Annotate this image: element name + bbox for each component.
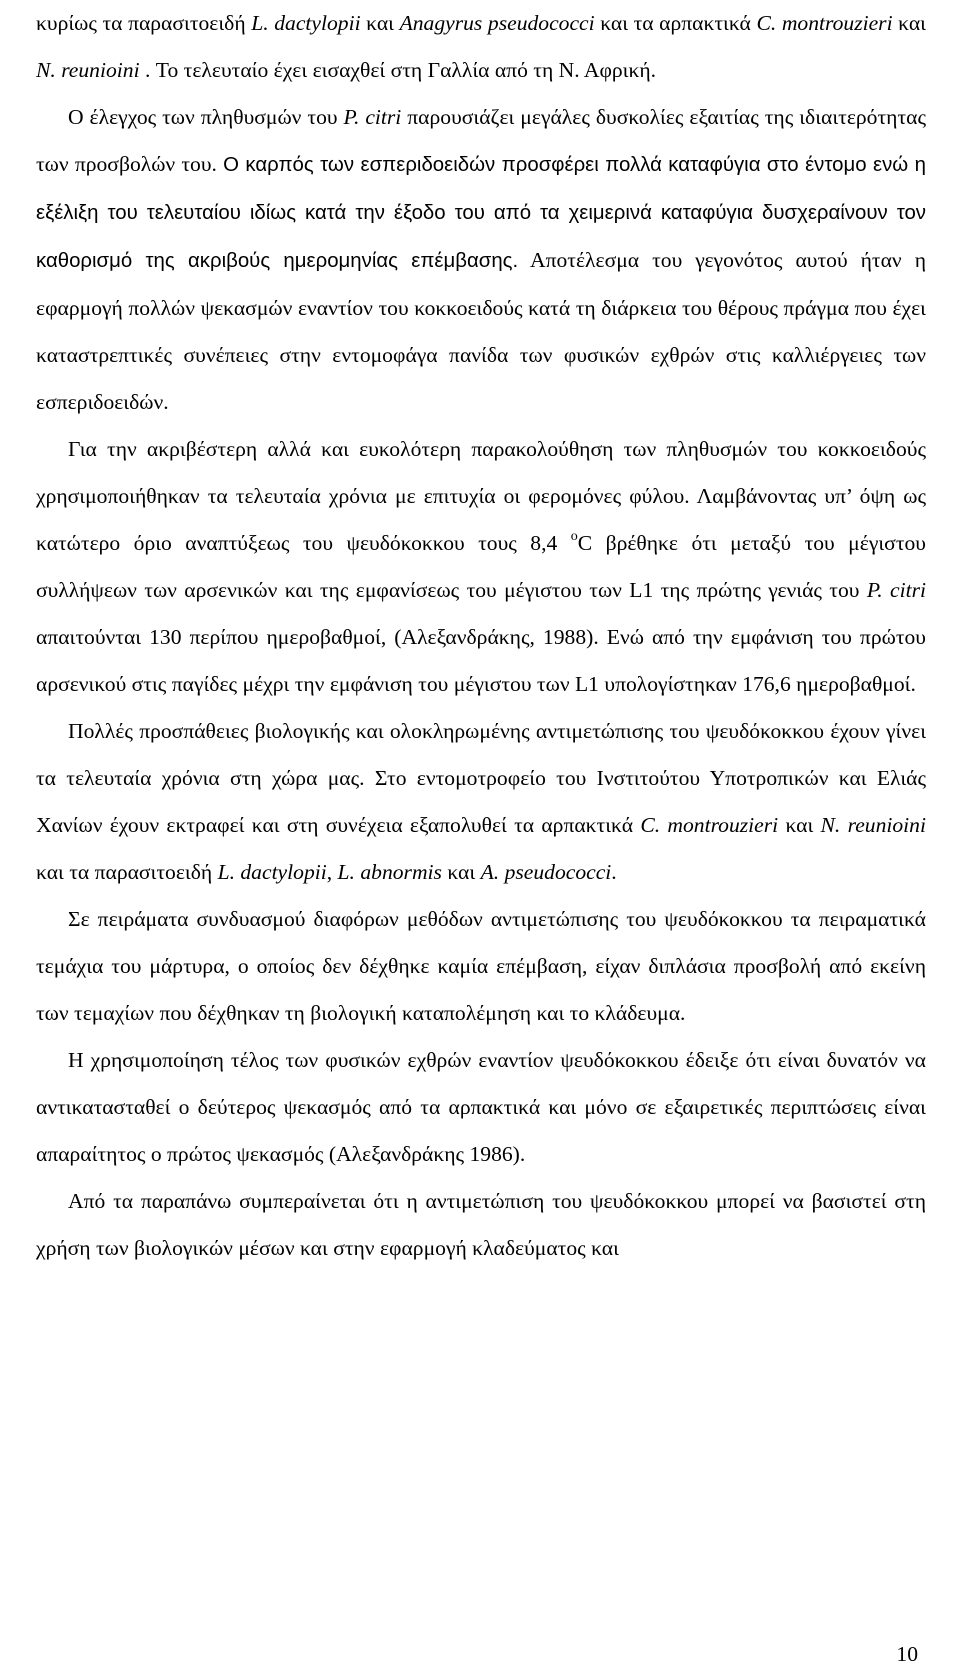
species-name: L. dactylopii — [217, 860, 327, 884]
text-run: και τα αρπακτικά — [594, 11, 757, 35]
text-run: Πολλές προσπάθειες βιολογικής και ολοκληρωμένης αντιμετώπισης του ψευδόκοκκου έχουν γίνει τα τελευταία χρόνια στη χώρα μας. Στο εντομοτροφείο του Ινστιτούτου Υποτροπικών και Ελιάς Χανίων έχουν εκτραφεί και στη συνέχεια εξαπολυθεί τα αρπακτικά — [36, 719, 926, 837]
paragraph-1 — [36, 94, 926, 426]
species-name: C. montrouzieri — [756, 11, 893, 35]
species-name: P. citri — [343, 105, 402, 129]
text-run: και — [892, 11, 926, 35]
species-name: C. montrouzieri — [640, 813, 779, 837]
paragraph-6 — [36, 1178, 926, 1272]
paragraph-0 — [36, 0, 926, 94]
text-run: Σε πειράματα συνδυασμού διαφόρων μεθόδων αντιμετώπισης του ψευδόκοκκου τα πειραματικά τεμάχια του μάρτυρα, ο οποίος δεν δέχθηκε καμία επέμβαση, είχαν διπλάσια προσβολή από εκείνη των τεμαχίων που δέχθηκαν τη βιολογική καταπολέμηση και το κλάδευμα. — [36, 907, 926, 1025]
text-run: και τα παρασιτοειδή — [36, 860, 218, 884]
body-text — [36, 0, 926, 1272]
species-name: L. dactylopii — [251, 11, 361, 35]
text-run: C βρέθηκε ότι μεταξύ του μέγιστου συλλήψεων των αρσενικών και της εμφανίσεως του μέγιστου των L1 της πρώτης γενιάς του — [36, 531, 926, 602]
species-name: Anagyrus pseudococci — [399, 11, 595, 35]
text-run: κυρίως τα παρασιτοειδή — [36, 11, 252, 35]
paragraph-2 — [36, 426, 926, 708]
species-name: P. citri — [866, 578, 926, 602]
degree-superscript: ο — [570, 529, 578, 544]
text-run: Ο έλεγχος των πληθυσμών του — [68, 105, 344, 129]
text-run-sans: Ο καρπός των εσπεριδοειδών προσφέρει πολλά καταφύγια στο έντομο ενώ η εξέλιξη του τελευταίου ιδίως κατά την έξοδο του από τα χειμερινά καταφύγια δυσχεραίνουν τον καθορισμό της ακριβούς ημερομηνίας επέμβασης. — [36, 154, 926, 272]
paragraph-5 — [36, 1037, 926, 1178]
paragraph-4 — [36, 896, 926, 1037]
species-name: N. reunioini — [36, 58, 140, 82]
page-number: 10 — [896, 1642, 918, 1666]
text-run: Από τα παραπάνω συμπεραίνεται ότι η αντιμετώπιση του ψευδόκοκκου μπορεί να βασιστεί στη χρήση των βιολογικών μέσων και στην εφαρμογή κλαδεύματος και — [36, 1189, 926, 1260]
species-name: N. reunioini — [820, 813, 926, 837]
text-run: απαιτούνται 130 περίπου ημεροβαθμοί, (Αλεξανδράκης, 1988). Ενώ από την εμφάνιση του πρώτου αρσενικού στις παγίδες μέχρι την εμφάνιση του μέγιστου των L1 υπολογίστηκαν 176,6 ημεροβαθμοί. — [36, 625, 926, 696]
text-run: , — [326, 860, 338, 884]
species-name: L. abnormis — [337, 860, 442, 884]
species-name: A. pseudococci — [480, 860, 612, 884]
text-run: . — [611, 860, 617, 884]
text-run: παρουσιάζει μεγάλες δυσκολίες εξαιτίας της ιδιαιτερότητας των προσβολών του. — [36, 105, 926, 176]
document-page — [36, 0, 926, 1272]
text-run: και — [360, 11, 400, 35]
text-run: Για την ακριβέστερη αλλά και ευκολότερη παρακολούθηση των πληθυσμών του κοκκοειδούς χρησιμοποιήθηκαν τα τελευταία χρόνια με επιτυχία οι φερομόνες φύλου. Λαμβάνοντας υπ’ όψη ως κατώτερο όριο αναπτύξεως του ψευδόκοκκου τους 8,4 — [36, 437, 926, 555]
text-run: Αποτέλεσμα του γεγονότος αυτού ήταν η εφαρμογή πολλών ψεκασμών εναντίον του κοκκοειδούς κατά τη διάρκεια του θέρους πράγμα που έχει καταστρεπτικές συνέπειες στην εντομοφάγα πανίδα των φυσικών εχθρών στις καλλιέργειες των εσπεριδοειδών. — [36, 248, 926, 414]
paragraph-3 — [36, 708, 926, 896]
text-run: και — [778, 813, 821, 837]
text-run: . Το τελευταίο έχει εισαχθεί στη Γαλλία από τη Ν. Αφρική. — [139, 58, 657, 82]
text-run: και — [441, 860, 481, 884]
text-run: Η χρησιμοποίηση τέλος των φυσικών εχθρών εναντίον ψευδόκοκκου έδειξε ότι είναι δυνατόν να αντικατασταθεί ο δεύτερος ψεκασμός από τα αρπακτικά και μόνο σε εξαιρετικές περιπτώσεις είναι απαραίτητος ο πρώτος ψεκασμός (Αλεξανδράκης 1986). — [36, 1048, 926, 1166]
